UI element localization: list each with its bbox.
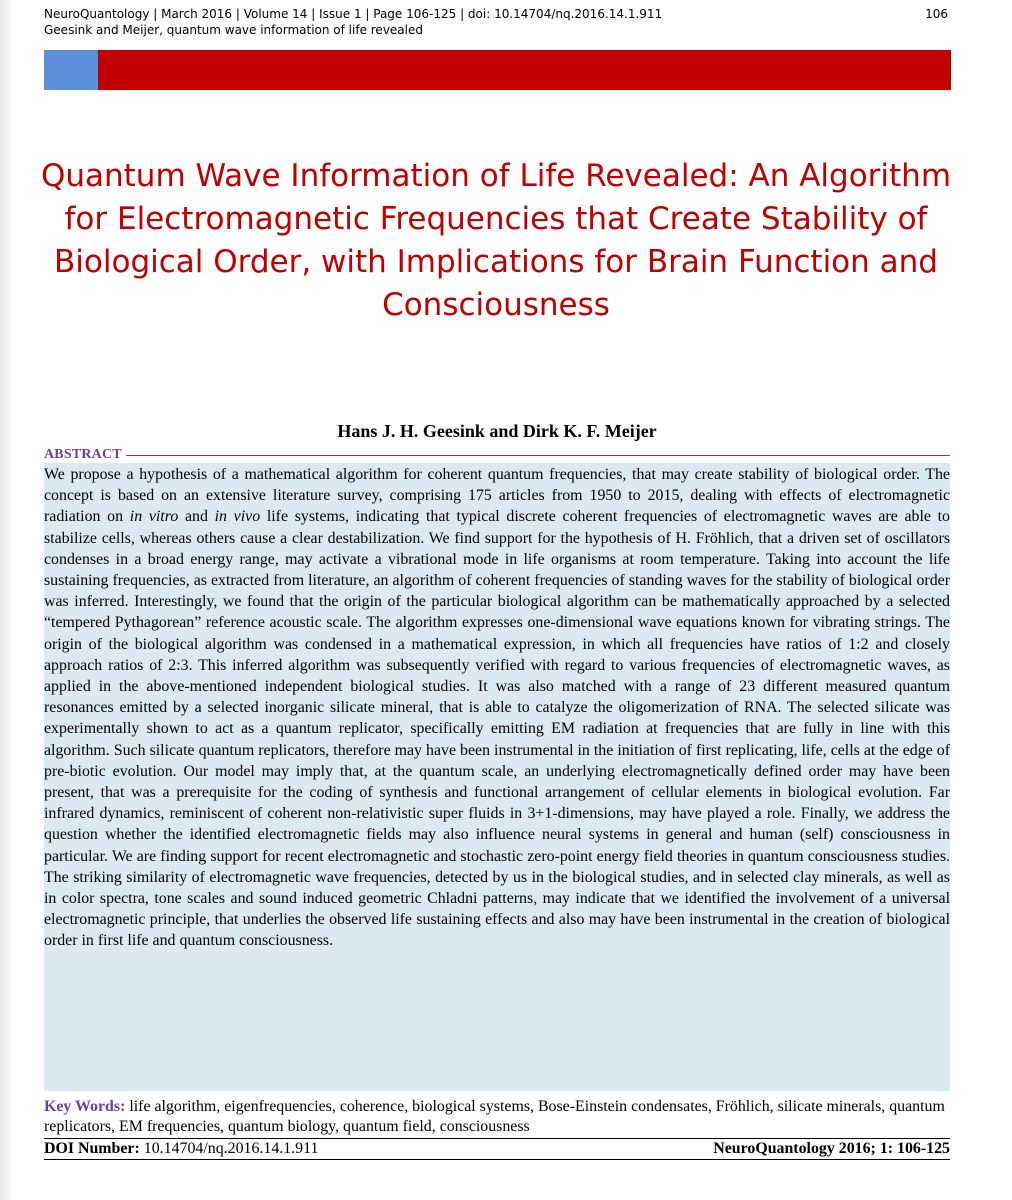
journal-reference: NeuroQuantology 2016; 1: 106-125 (713, 1140, 950, 1157)
abstract-italic-in-vivo: in vivo (214, 508, 261, 526)
doi-value: 10.14704/nq.2016.14.1.911 (139, 1140, 319, 1157)
keywords (44, 1097, 950, 1137)
journal-citation: NeuroQuantology | March 2016 | Volume 14 | Issue 1 | Page 106-125 | doi: 10.14704/nq.2016.14.1.911 (44, 7, 663, 21)
abstract-italic-in-vitro: in vitro (129, 508, 179, 526)
keywords-text: life algorithm, eigenfrequencies, coherence, biological systems, Bose-Einstein condensates, Fröhlich, silicate minerals, quantum replicators, EM frequencies, quantum biology, quantum field, consciousness (44, 1098, 945, 1135)
abstract-heading (44, 447, 950, 463)
header-bar-red-block (98, 50, 951, 90)
page-number: 106 (925, 7, 948, 21)
paper-title: Quantum Wave Information of Life Revealed: An Algorithm for Electromagnetic Frequencies that Create Stability of Biological Order, with Implications for Brain Function and Consciousness (40, 158, 952, 323)
abstract-text (44, 464, 950, 952)
abstract-label: ABSTRACT (44, 447, 122, 462)
running-title: Geesink and Meijer, quantum wave information of life revealed (44, 23, 423, 37)
keywords-label: Key Words: (44, 1098, 126, 1115)
footer-doi (44, 1140, 318, 1158)
running-header (44, 6, 950, 38)
abstract-heading-rule (126, 455, 950, 456)
doi-label: DOI Number: (44, 1140, 140, 1157)
page-edge-shadow (0, 0, 14, 1200)
abstract-text-part: and (178, 508, 215, 526)
footer-doi-bar (44, 1138, 950, 1160)
paper-authors: Hans J. H. Geesink and Dirk K. F. Meijer (337, 421, 657, 441)
abstract-text-part: We propose a hypothesis of a mathematical algorithm for coherent quantum frequencies, that may create stability of biological order. The concept is based on an extensive literature survey, comprising 175 articles from 1950 to 2015, dealing with effects of electromagnetic radiation on (44, 466, 950, 526)
header-bar-blue-block (44, 50, 98, 90)
header-color-bar (44, 50, 951, 90)
abstract-text-part: life systems, indicating that typical discrete coherent frequencies of electromagnetic waves are able to stabilize cells, whereas others cause a clear destabilization. We find support for the hypothesis of H. Fröhlich, that a driven set of oscillators condenses in a broad energy range, may activate a vibrational mode in life organisms at room temperature. Taking into account the life sustaining frequencies, as extracted from literature, an algorithm of coherent frequencies of standing waves for the stability of biological order was inferred. Interestingly, we found that the origin of the particular biological algorithm can be mathematically approached by a selected “tempered Pythagorean” reference acoustic scale. The algorithm expresses one-dimensional wave equations known for vibrating strings. The origin of the biological algorithm was condensed in a mathematical expression, in which all frequencies have ratios of 1:2 and closely approach ratios of 2:3. This inferred algorithm was subsequently verified with regard to various frequencies of electromagnetic waves, as applied in the above-mentioned independent biological studies. It was also matched with a range of 23 different measured quantum resonances emitted by a selected inorganic silicate mineral, that is able to catalyze the oligomerization of RNA. The selected silicate was experimentally shown to act as a quantum replicator, specifically emitting EM radiation at frequencies that are fully in line with this algorithm. Such silicate quantum replicators, therefore may have been instrumental in the initiation of first replicating, life, cells at the edge of pre-biotic evolution. Our model may imply that, at the quantum scale, an underlying electromagnetically defined order may have been present, that was a prerequisite for the coding of synthesis and functional arrangement of cellular elements in biological evolution. Far infrared dynamics, reminiscent of coherent non-relativistic super fluids in 3+1-dimensions, may have played a role. Finally, we address the question whether the identified electromagnetic fields may also influence neural systems in general and human (self) consciousness in particular. We are finding support for recent electromagnetic and stochastic zero-point energy field theories in quantum consciousness studies. The striking similarity of electromagnetic wave frequencies, detected by us in the biological studies, and in selected clay minerals, as well as in color spectra, tone scales and sound induced geometric Chladni patterns, may indicate that we identified the involvement of a universal electromagnetic principle, that underlies the observed life sustaining effects and also may have been instrumental in the creation of biological order in first life and quantum consciousness. (44, 508, 950, 950)
